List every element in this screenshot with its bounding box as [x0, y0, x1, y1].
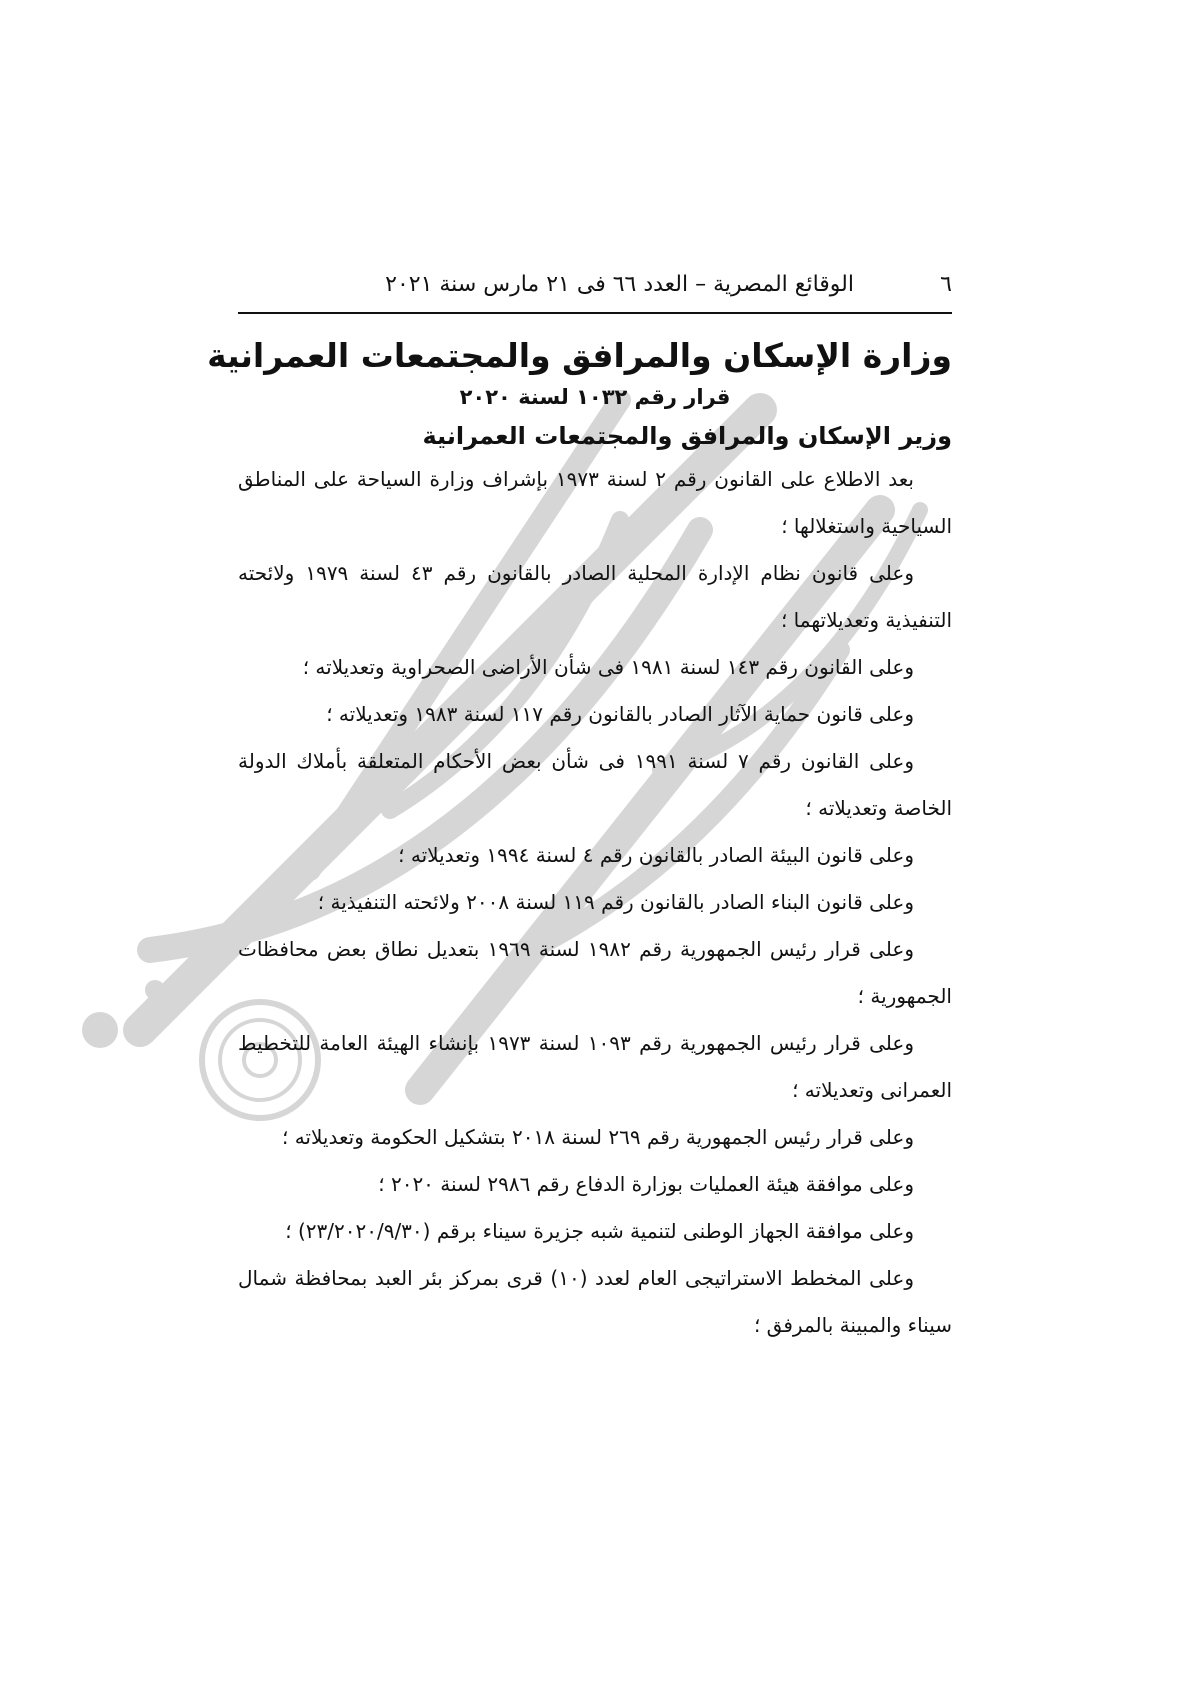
- watermark-dot: [82, 1012, 118, 1048]
- preamble-paragraph: وعلى قانون حماية الآثار الصادر بالقانون رقم ١١٧ لسنة ١٩٨٣ وتعديلاته ؛: [326, 702, 914, 726]
- preamble-paragraph: بعد الاطلاع على القانون رقم ٢ لسنة ١٩٧٣ بإشراف وزارة السياحة على المناطق السياحية واستغلالها ؛: [238, 467, 952, 538]
- preamble-paragraph: وعلى موافقة هيئة العمليات بوزارة الدفاع رقم ٢٩٨٦ لسنة ٢٠٢٠ ؛: [378, 1172, 914, 1196]
- preamble-paragraph: وعلى قرار رئيس الجمهورية رقم ١٠٩٣ لسنة ١٩٧٣ بإنشاء الهيئة العامة للتخطيط العمرانى وتعديلاته ؛: [238, 1031, 952, 1102]
- preamble-paragraph: وعلى موافقة الجهاز الوطنى لتنمية شبه جزيرة سيناء برقم (٢٣/٢٠٢٠/٩/٣٠) ؛: [285, 1219, 914, 1243]
- minister-heading: وزير الإسكان والمرافق والمجتمعات العمرانية: [422, 422, 952, 450]
- document-page: [207, 270, 952, 1349]
- running-header: [238, 270, 952, 314]
- ministry-title: وزارة الإسكان والمرافق والمجتمعات العمرانية: [207, 336, 952, 375]
- preamble-paragraph: وعلى قرار رئيس الجمهورية رقم ١٩٨٢ لسنة ١٩٦٩ بتعديل نطاق بعض محافظات الجمهورية ؛: [238, 937, 952, 1008]
- decree-number: قرار رقم ١٠٣٢ لسنة ٢٠٢٠: [459, 385, 731, 409]
- preamble-paragraph: وعلى القانون رقم ٧ لسنة ١٩٩١ فى شأن بعض الأحكام المتعلقة بأملاك الدولة الخاصة وتعديلاته ؛: [238, 749, 952, 820]
- page-number: ٦: [940, 272, 952, 297]
- preamble-paragraph: وعلى قانون نظام الإدارة المحلية الصادر بالقانون رقم ٤٣ لسنة ١٩٧٩ ولائحته التنفيذية وتعديلاتهما ؛: [238, 561, 952, 632]
- gazette-issue-title: الوقائع المصرية – العدد ٦٦ فى ٢١ مارس سنة ٢٠٢١: [385, 272, 854, 297]
- preamble-paragraphs: [238, 456, 952, 1349]
- preamble-paragraph: وعلى القانون رقم ١٤٣ لسنة ١٩٨١ فى شأن الأراضى الصحراوية وتعديلاته ؛: [302, 655, 914, 679]
- watermark-dot: [145, 980, 165, 1000]
- preamble-paragraph: وعلى قرار رئيس الجمهورية رقم ٢٦٩ لسنة ٢٠١٨ بتشكيل الحكومة وتعديلاته ؛: [281, 1125, 914, 1149]
- preamble-paragraph: وعلى قانون البناء الصادر بالقانون رقم ١١٩ لسنة ٢٠٠٨ ولائحته التنفيذية ؛: [317, 890, 914, 914]
- preamble-paragraph: وعلى قانون البيئة الصادر بالقانون رقم ٤ لسنة ١٩٩٤ وتعديلاته ؛: [398, 843, 914, 867]
- preamble-paragraph: وعلى المخطط الاستراتيجى العام لعدد (١٠) قرى بمركز بئر العبد بمحافظة شمال سيناء والمبينة بالمرفق ؛: [238, 1266, 952, 1337]
